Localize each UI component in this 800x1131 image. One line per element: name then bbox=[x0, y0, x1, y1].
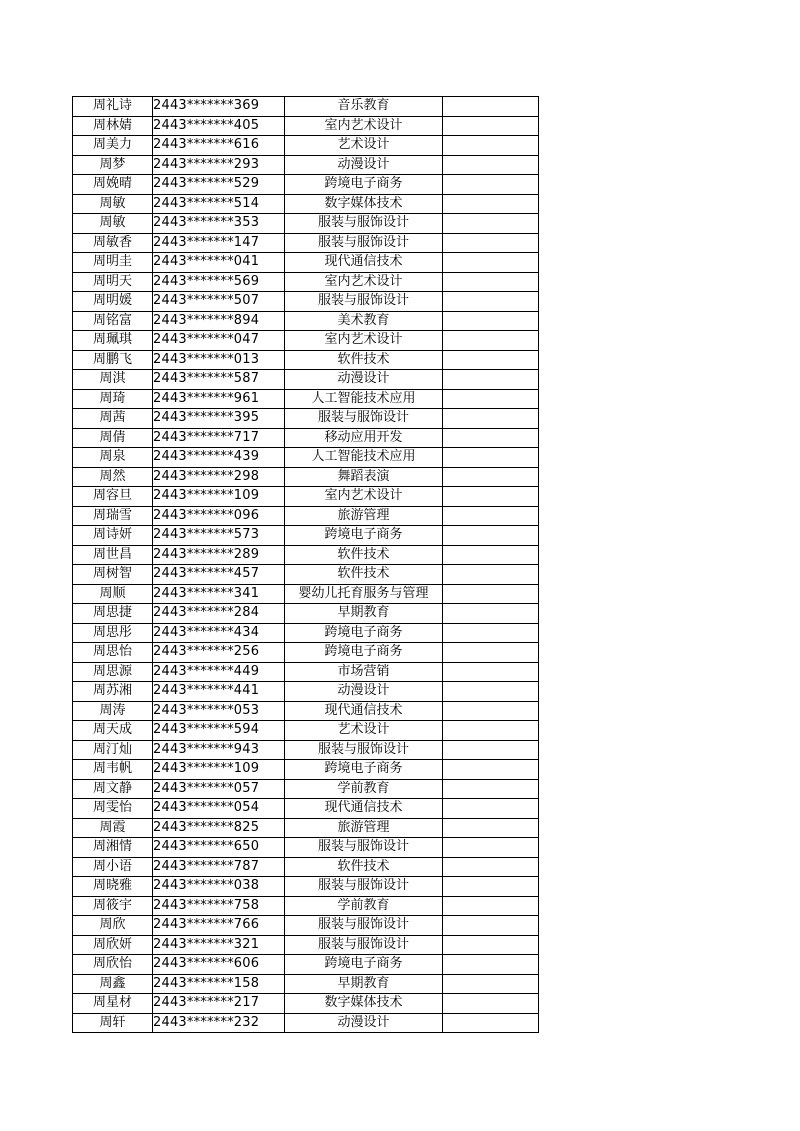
table-row bbox=[73, 760, 539, 780]
student-major-cell: 人工智能技术应用 bbox=[285, 389, 443, 409]
student-major-cell: 人工智能技术应用 bbox=[285, 448, 443, 468]
student-id-cell: 2443*******217 bbox=[153, 994, 285, 1014]
empty-cell bbox=[443, 896, 539, 916]
student-major-cell: 服装与服饰设计 bbox=[285, 838, 443, 858]
student-major-cell: 动漫设计 bbox=[285, 682, 443, 702]
table-row bbox=[73, 935, 539, 955]
empty-cell bbox=[443, 857, 539, 877]
student-name-cell: 周思彤 bbox=[73, 623, 153, 643]
student-id-cell: 2443*******573 bbox=[153, 526, 285, 546]
table-row bbox=[73, 994, 539, 1014]
student-major-cell: 美术教育 bbox=[285, 311, 443, 331]
student-id-cell: 2443*******650 bbox=[153, 838, 285, 858]
student-id-cell: 2443*******053 bbox=[153, 701, 285, 721]
student-name-cell: 周霞 bbox=[73, 818, 153, 838]
table-row bbox=[73, 877, 539, 897]
empty-cell bbox=[443, 175, 539, 195]
student-major-cell: 服装与服饰设计 bbox=[285, 935, 443, 955]
student-id-cell: 2443*******147 bbox=[153, 233, 285, 253]
empty-cell bbox=[443, 604, 539, 624]
student-id-cell: 2443*******569 bbox=[153, 272, 285, 292]
empty-cell bbox=[443, 311, 539, 331]
student-name-cell: 周文静 bbox=[73, 779, 153, 799]
student-major-cell: 学前教育 bbox=[285, 779, 443, 799]
empty-cell bbox=[443, 779, 539, 799]
student-name-cell: 周珮琪 bbox=[73, 331, 153, 351]
student-name-cell: 周星材 bbox=[73, 994, 153, 1014]
table-row bbox=[73, 662, 539, 682]
empty-cell bbox=[443, 97, 539, 117]
student-id-cell: 2443*******894 bbox=[153, 311, 285, 331]
roster-body bbox=[73, 97, 539, 1033]
student-major-cell: 数字媒体技术 bbox=[285, 994, 443, 1014]
student-major-cell: 学前教育 bbox=[285, 896, 443, 916]
student-major-cell: 早期教育 bbox=[285, 974, 443, 994]
student-name-cell: 周汀灿 bbox=[73, 740, 153, 760]
student-name-cell: 周欣怡 bbox=[73, 955, 153, 975]
student-name-cell: 周欣妍 bbox=[73, 935, 153, 955]
student-id-cell: 2443*******758 bbox=[153, 896, 285, 916]
empty-cell bbox=[443, 584, 539, 604]
student-id-cell: 2443*******943 bbox=[153, 740, 285, 760]
student-major-cell: 数字媒体技术 bbox=[285, 194, 443, 214]
table-row bbox=[73, 506, 539, 526]
student-id-cell: 2443*******439 bbox=[153, 448, 285, 468]
student-id-cell: 2443*******293 bbox=[153, 155, 285, 175]
student-id-cell: 2443*******232 bbox=[153, 1013, 285, 1033]
empty-cell bbox=[443, 760, 539, 780]
student-id-cell: 2443*******449 bbox=[153, 662, 285, 682]
empty-cell bbox=[443, 994, 539, 1014]
table-row bbox=[73, 721, 539, 741]
table-row bbox=[73, 916, 539, 936]
student-major-cell: 移动应用开发 bbox=[285, 428, 443, 448]
student-major-cell: 室内艺术设计 bbox=[285, 116, 443, 136]
empty-cell bbox=[443, 799, 539, 819]
student-name-cell: 周林婧 bbox=[73, 116, 153, 136]
student-id-cell: 2443*******298 bbox=[153, 467, 285, 487]
table-row bbox=[73, 331, 539, 351]
student-major-cell: 市场营销 bbox=[285, 662, 443, 682]
student-major-cell: 服装与服饰设计 bbox=[285, 409, 443, 429]
student-id-cell: 2443*******038 bbox=[153, 877, 285, 897]
student-major-cell: 旅游管理 bbox=[285, 506, 443, 526]
empty-cell bbox=[443, 292, 539, 312]
student-name-cell: 周琦 bbox=[73, 389, 153, 409]
student-major-cell: 跨境电子商务 bbox=[285, 623, 443, 643]
student-name-cell: 周明圭 bbox=[73, 253, 153, 273]
empty-cell bbox=[443, 974, 539, 994]
empty-cell bbox=[443, 331, 539, 351]
student-id-cell: 2443*******616 bbox=[153, 136, 285, 156]
empty-cell bbox=[443, 877, 539, 897]
table-row bbox=[73, 565, 539, 585]
empty-cell bbox=[443, 682, 539, 702]
student-major-cell: 室内艺术设计 bbox=[285, 487, 443, 507]
student-id-cell: 2443*******961 bbox=[153, 389, 285, 409]
student-name-cell: 周树智 bbox=[73, 565, 153, 585]
student-id-cell: 2443*******405 bbox=[153, 116, 285, 136]
table-row bbox=[73, 350, 539, 370]
student-id-cell: 2443*******054 bbox=[153, 799, 285, 819]
empty-cell bbox=[443, 935, 539, 955]
student-major-cell: 服装与服饰设计 bbox=[285, 916, 443, 936]
student-major-cell: 艺术设计 bbox=[285, 721, 443, 741]
student-id-cell: 2443*******395 bbox=[153, 409, 285, 429]
table-row bbox=[73, 292, 539, 312]
table-row bbox=[73, 818, 539, 838]
empty-cell bbox=[443, 350, 539, 370]
table-row bbox=[73, 116, 539, 136]
student-name-cell: 周顺 bbox=[73, 584, 153, 604]
empty-cell bbox=[443, 721, 539, 741]
student-name-cell: 周世昌 bbox=[73, 545, 153, 565]
student-name-cell: 周轩 bbox=[73, 1013, 153, 1033]
empty-cell bbox=[443, 389, 539, 409]
student-major-cell: 早期教育 bbox=[285, 604, 443, 624]
empty-cell bbox=[443, 623, 539, 643]
student-name-cell: 周思源 bbox=[73, 662, 153, 682]
student-major-cell: 现代通信技术 bbox=[285, 253, 443, 273]
student-id-cell: 2443*******441 bbox=[153, 682, 285, 702]
table-row bbox=[73, 233, 539, 253]
student-name-cell: 周小语 bbox=[73, 857, 153, 877]
table-row bbox=[73, 584, 539, 604]
table-row bbox=[73, 896, 539, 916]
student-id-cell: 2443*******289 bbox=[153, 545, 285, 565]
student-name-cell: 周明天 bbox=[73, 272, 153, 292]
table-row bbox=[73, 604, 539, 624]
student-major-cell: 服装与服饰设计 bbox=[285, 214, 443, 234]
table-row bbox=[73, 740, 539, 760]
student-name-cell: 周容旦 bbox=[73, 487, 153, 507]
table-row bbox=[73, 623, 539, 643]
student-roster-table bbox=[72, 96, 539, 1033]
table-row bbox=[73, 136, 539, 156]
table-row bbox=[73, 526, 539, 546]
empty-cell bbox=[443, 428, 539, 448]
table-row bbox=[73, 779, 539, 799]
student-major-cell: 服装与服饰设计 bbox=[285, 877, 443, 897]
empty-cell bbox=[443, 662, 539, 682]
student-id-cell: 2443*******256 bbox=[153, 643, 285, 663]
student-major-cell: 音乐教育 bbox=[285, 97, 443, 117]
empty-cell bbox=[443, 545, 539, 565]
student-name-cell: 周泉 bbox=[73, 448, 153, 468]
student-major-cell: 动漫设计 bbox=[285, 1013, 443, 1033]
student-major-cell: 软件技术 bbox=[285, 350, 443, 370]
student-id-cell: 2443*******321 bbox=[153, 935, 285, 955]
student-id-cell: 2443*******825 bbox=[153, 818, 285, 838]
empty-cell bbox=[443, 955, 539, 975]
empty-cell bbox=[443, 214, 539, 234]
table-row bbox=[73, 272, 539, 292]
table-row bbox=[73, 155, 539, 175]
student-name-cell: 周苏湘 bbox=[73, 682, 153, 702]
student-major-cell: 现代通信技术 bbox=[285, 799, 443, 819]
student-name-cell: 周鑫 bbox=[73, 974, 153, 994]
table-row bbox=[73, 409, 539, 429]
empty-cell bbox=[443, 253, 539, 273]
student-id-cell: 2443*******158 bbox=[153, 974, 285, 994]
student-id-cell: 2443*******109 bbox=[153, 487, 285, 507]
empty-cell bbox=[443, 701, 539, 721]
student-id-cell: 2443*******717 bbox=[153, 428, 285, 448]
empty-cell bbox=[443, 740, 539, 760]
table-row bbox=[73, 194, 539, 214]
student-name-cell: 周然 bbox=[73, 467, 153, 487]
student-major-cell: 动漫设计 bbox=[285, 155, 443, 175]
empty-cell bbox=[443, 1013, 539, 1033]
student-major-cell: 旅游管理 bbox=[285, 818, 443, 838]
student-name-cell: 周晓雅 bbox=[73, 877, 153, 897]
table-row bbox=[73, 643, 539, 663]
student-name-cell: 周美力 bbox=[73, 136, 153, 156]
student-id-cell: 2443*******587 bbox=[153, 370, 285, 390]
student-name-cell: 周礼诗 bbox=[73, 97, 153, 117]
student-name-cell: 周筱宇 bbox=[73, 896, 153, 916]
student-name-cell: 周诗妍 bbox=[73, 526, 153, 546]
table-row bbox=[73, 311, 539, 331]
student-name-cell: 周敏 bbox=[73, 214, 153, 234]
table-row bbox=[73, 467, 539, 487]
student-id-cell: 2443*******284 bbox=[153, 604, 285, 624]
table-row bbox=[73, 682, 539, 702]
student-name-cell: 周韦帆 bbox=[73, 760, 153, 780]
student-id-cell: 2443*******529 bbox=[153, 175, 285, 195]
student-name-cell: 周雯怡 bbox=[73, 799, 153, 819]
student-name-cell: 周思怡 bbox=[73, 643, 153, 663]
table-row bbox=[73, 370, 539, 390]
empty-cell bbox=[443, 194, 539, 214]
student-id-cell: 2443*******041 bbox=[153, 253, 285, 273]
table-row bbox=[73, 448, 539, 468]
empty-cell bbox=[443, 643, 539, 663]
table-row bbox=[73, 1013, 539, 1033]
student-major-cell: 软件技术 bbox=[285, 565, 443, 585]
empty-cell bbox=[443, 487, 539, 507]
student-major-cell: 跨境电子商务 bbox=[285, 175, 443, 195]
student-major-cell: 跨境电子商务 bbox=[285, 526, 443, 546]
table-row bbox=[73, 214, 539, 234]
student-id-cell: 2443*******787 bbox=[153, 857, 285, 877]
student-major-cell: 室内艺术设计 bbox=[285, 272, 443, 292]
empty-cell bbox=[443, 136, 539, 156]
student-id-cell: 2443*******606 bbox=[153, 955, 285, 975]
student-name-cell: 周明媛 bbox=[73, 292, 153, 312]
student-id-cell: 2443*******369 bbox=[153, 97, 285, 117]
student-name-cell: 周敏 bbox=[73, 194, 153, 214]
table-row bbox=[73, 955, 539, 975]
student-name-cell: 周梦 bbox=[73, 155, 153, 175]
student-id-cell: 2443*******341 bbox=[153, 584, 285, 604]
student-name-cell: 周湘情 bbox=[73, 838, 153, 858]
table-row bbox=[73, 175, 539, 195]
student-name-cell: 周天成 bbox=[73, 721, 153, 741]
student-id-cell: 2443*******096 bbox=[153, 506, 285, 526]
student-major-cell: 室内艺术设计 bbox=[285, 331, 443, 351]
empty-cell bbox=[443, 233, 539, 253]
student-id-cell: 2443*******766 bbox=[153, 916, 285, 936]
student-id-cell: 2443*******507 bbox=[153, 292, 285, 312]
student-major-cell: 跨境电子商务 bbox=[285, 760, 443, 780]
empty-cell bbox=[443, 155, 539, 175]
student-major-cell: 舞蹈表演 bbox=[285, 467, 443, 487]
student-major-cell: 婴幼儿托育服务与管理 bbox=[285, 584, 443, 604]
student-major-cell: 现代通信技术 bbox=[285, 701, 443, 721]
table-row bbox=[73, 838, 539, 858]
student-id-cell: 2443*******514 bbox=[153, 194, 285, 214]
student-name-cell: 周茜 bbox=[73, 409, 153, 429]
empty-cell bbox=[443, 818, 539, 838]
table-row bbox=[73, 545, 539, 565]
table-row bbox=[73, 857, 539, 877]
student-name-cell: 周敏香 bbox=[73, 233, 153, 253]
student-major-cell: 跨境电子商务 bbox=[285, 643, 443, 663]
empty-cell bbox=[443, 506, 539, 526]
table-row bbox=[73, 799, 539, 819]
empty-cell bbox=[443, 838, 539, 858]
student-id-cell: 2443*******353 bbox=[153, 214, 285, 234]
empty-cell bbox=[443, 467, 539, 487]
empty-cell bbox=[443, 409, 539, 429]
student-major-cell: 动漫设计 bbox=[285, 370, 443, 390]
student-id-cell: 2443*******109 bbox=[153, 760, 285, 780]
empty-cell bbox=[443, 272, 539, 292]
student-id-cell: 2443*******013 bbox=[153, 350, 285, 370]
table-row bbox=[73, 389, 539, 409]
table-row bbox=[73, 428, 539, 448]
student-name-cell: 周铭富 bbox=[73, 311, 153, 331]
student-major-cell: 服装与服饰设计 bbox=[285, 740, 443, 760]
student-major-cell: 服装与服饰设计 bbox=[285, 292, 443, 312]
table-row bbox=[73, 487, 539, 507]
student-name-cell: 周思捷 bbox=[73, 604, 153, 624]
student-name-cell: 周倩 bbox=[73, 428, 153, 448]
empty-cell bbox=[443, 565, 539, 585]
student-major-cell: 艺术设计 bbox=[285, 136, 443, 156]
table-row bbox=[73, 701, 539, 721]
empty-cell bbox=[443, 526, 539, 546]
student-id-cell: 2443*******057 bbox=[153, 779, 285, 799]
student-major-cell: 软件技术 bbox=[285, 857, 443, 877]
empty-cell bbox=[443, 370, 539, 390]
empty-cell bbox=[443, 448, 539, 468]
student-id-cell: 2443*******457 bbox=[153, 565, 285, 585]
student-id-cell: 2443*******047 bbox=[153, 331, 285, 351]
student-id-cell: 2443*******594 bbox=[153, 721, 285, 741]
student-name-cell: 周娩晴 bbox=[73, 175, 153, 195]
table-row bbox=[73, 97, 539, 117]
table-row bbox=[73, 253, 539, 273]
student-major-cell: 跨境电子商务 bbox=[285, 955, 443, 975]
student-id-cell: 2443*******434 bbox=[153, 623, 285, 643]
student-major-cell: 服装与服饰设计 bbox=[285, 233, 443, 253]
student-name-cell: 周欣 bbox=[73, 916, 153, 936]
student-major-cell: 软件技术 bbox=[285, 545, 443, 565]
student-name-cell: 周鹏飞 bbox=[73, 350, 153, 370]
student-name-cell: 周瑞雪 bbox=[73, 506, 153, 526]
student-name-cell: 周淇 bbox=[73, 370, 153, 390]
empty-cell bbox=[443, 916, 539, 936]
empty-cell bbox=[443, 116, 539, 136]
student-name-cell: 周涛 bbox=[73, 701, 153, 721]
table-row bbox=[73, 974, 539, 994]
